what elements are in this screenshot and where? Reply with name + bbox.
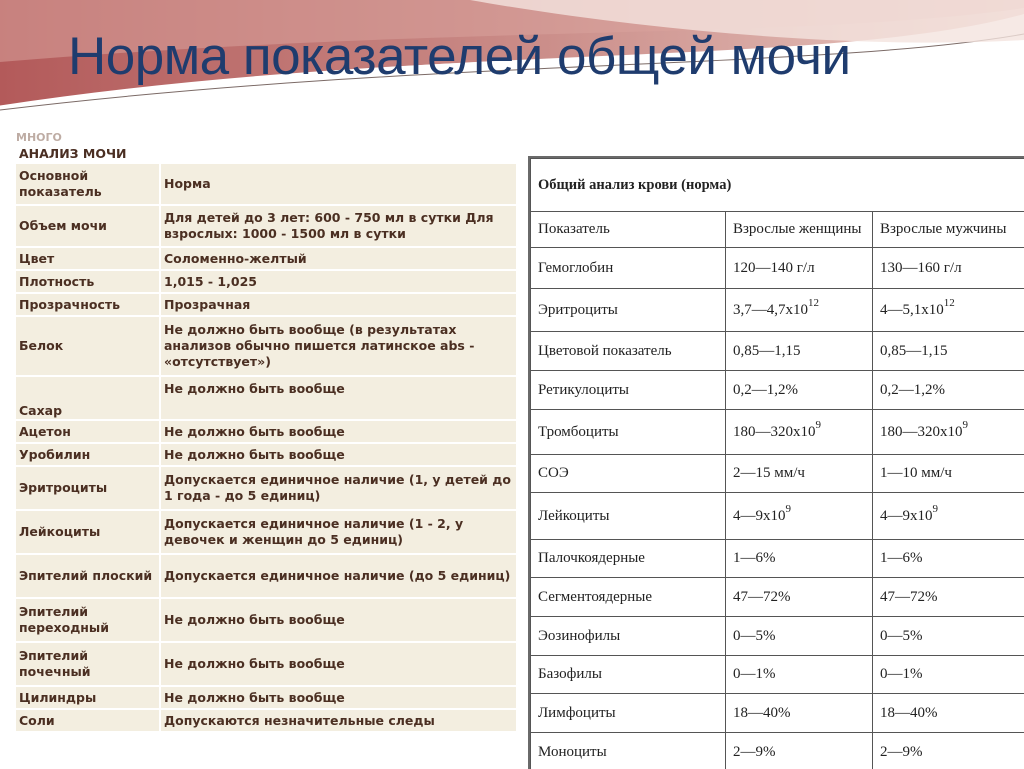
indicator-name: Уробилин bbox=[16, 444, 159, 465]
indicator-name: Белок bbox=[16, 317, 159, 375]
indicator-value: Не должно быть вообще bbox=[161, 444, 516, 465]
table-row bbox=[16, 710, 516, 731]
table-row bbox=[531, 617, 1024, 656]
women-value-cell bbox=[726, 289, 873, 332]
table-row bbox=[16, 317, 516, 375]
men-value: 18—40% bbox=[873, 694, 1024, 733]
indicator-value: 1,015 - 1,025 bbox=[161, 271, 516, 292]
indicator-name: Прозрачность bbox=[16, 294, 159, 315]
men-value: 0,85—1,15 bbox=[873, 332, 1024, 371]
women-value: 3,7—4,7х10 bbox=[733, 302, 808, 318]
indicator-name: Эпителий плоский bbox=[16, 555, 159, 597]
table-row bbox=[531, 248, 1024, 289]
men-value: 2—9% bbox=[873, 733, 1024, 769]
table-row bbox=[16, 294, 516, 315]
men-value: 1—6% bbox=[873, 540, 1024, 578]
men-exponent: 12 bbox=[944, 297, 955, 309]
faded-header: МНОГО bbox=[16, 133, 520, 145]
women-exponent: 9 bbox=[816, 419, 822, 431]
women-exponent: 12 bbox=[808, 297, 819, 309]
table-row bbox=[16, 511, 516, 553]
indicator-value: Не должно быть вообще bbox=[161, 687, 516, 708]
women-value: 180—320х10 bbox=[733, 424, 816, 440]
blood-analysis-panel bbox=[528, 156, 1024, 769]
column-header: Показатель bbox=[531, 212, 726, 248]
column-header: Взрослые мужчины bbox=[873, 212, 1024, 248]
table-row bbox=[16, 687, 516, 708]
table-row bbox=[531, 371, 1024, 410]
table-row bbox=[531, 733, 1024, 769]
table-header-row bbox=[531, 212, 1024, 248]
urine-norms-table bbox=[14, 162, 518, 733]
men-value: 0—5% bbox=[873, 617, 1024, 656]
men-value: 1—10 мм/ч bbox=[873, 455, 1024, 493]
indicator-value: Соломенно-желтый bbox=[161, 248, 516, 269]
table-row bbox=[531, 578, 1024, 617]
table-row bbox=[16, 206, 516, 246]
women-value: 18—40% bbox=[726, 694, 873, 733]
table-row bbox=[531, 540, 1024, 578]
indicator-name: Сегментоядерные bbox=[531, 578, 726, 617]
table-row bbox=[16, 643, 516, 685]
men-value-cell bbox=[873, 493, 1024, 540]
men-value-cell bbox=[873, 410, 1024, 455]
men-value: 4—9х10 bbox=[880, 508, 933, 524]
indicator-value: Допускается единичное наличие (до 5 единиц) bbox=[161, 555, 516, 597]
urine-table-heading: АНАЛИЗ МОЧИ bbox=[16, 145, 520, 162]
table-row bbox=[16, 467, 516, 509]
men-value: 180—320х10 bbox=[880, 424, 963, 440]
women-value: 0—5% bbox=[726, 617, 873, 656]
indicator-name: Эозинофилы bbox=[531, 617, 726, 656]
men-value: 0,2—1,2% bbox=[873, 371, 1024, 410]
indicator-value: Не должно быть вообще bbox=[161, 377, 516, 419]
indicator-value: Прозрачная bbox=[161, 294, 516, 315]
men-exponent: 9 bbox=[933, 503, 939, 515]
table-caption-row bbox=[531, 159, 1024, 212]
indicator-name: Цилиндры bbox=[16, 687, 159, 708]
indicator-name: Основной показатель bbox=[16, 164, 159, 204]
men-value: 4—5,1х10 bbox=[880, 302, 944, 318]
indicator-name: Эпителий почечный bbox=[16, 643, 159, 685]
indicator-value: Допускается единичное наличие (1, у детей до 1 года - до 5 единиц) bbox=[161, 467, 516, 509]
table-row bbox=[531, 289, 1024, 332]
indicator-name: Базофилы bbox=[531, 656, 726, 694]
indicator-name: Соли bbox=[16, 710, 159, 731]
indicator-name: Тромбоциты bbox=[531, 410, 726, 455]
women-value: 0,85—1,15 bbox=[726, 332, 873, 371]
table-row bbox=[531, 694, 1024, 733]
men-exponent: 9 bbox=[963, 419, 969, 431]
indicator-name: Гемоглобин bbox=[531, 248, 726, 289]
table-row bbox=[531, 455, 1024, 493]
women-value: 2—15 мм/ч bbox=[726, 455, 873, 493]
indicator-name: Цвет bbox=[16, 248, 159, 269]
indicator-name: Лимфоциты bbox=[531, 694, 726, 733]
women-value-cell bbox=[726, 410, 873, 455]
table-row bbox=[531, 656, 1024, 694]
slide-title: Норма показателей общей мочи bbox=[68, 26, 851, 87]
men-value: 47—72% bbox=[873, 578, 1024, 617]
table-row bbox=[531, 493, 1024, 540]
women-value: 0—1% bbox=[726, 656, 873, 694]
women-value: 2—9% bbox=[726, 733, 873, 769]
table-row bbox=[16, 599, 516, 641]
urine-analysis-panel bbox=[16, 133, 520, 733]
indicator-value: Не должно быть вообще bbox=[161, 421, 516, 442]
indicator-value: Для детей до 3 лет: 600 - 750 мл в сутки Для взрослых: 1000 - 1500 мл в сутки bbox=[161, 206, 516, 246]
table-row bbox=[16, 248, 516, 269]
indicator-name: Моноциты bbox=[531, 733, 726, 769]
women-value: 47—72% bbox=[726, 578, 873, 617]
women-value: 120—140 г/л bbox=[726, 248, 873, 289]
indicator-name: Объем мочи bbox=[16, 206, 159, 246]
table-row bbox=[16, 555, 516, 597]
men-value-cell bbox=[873, 289, 1024, 332]
table-row bbox=[16, 271, 516, 292]
blood-norms-table bbox=[530, 158, 1024, 769]
men-value: 0—1% bbox=[873, 656, 1024, 694]
table-row bbox=[16, 421, 516, 442]
indicator-name: Ацетон bbox=[16, 421, 159, 442]
column-header: Взрослые женщины bbox=[726, 212, 873, 248]
indicator-name: Сахар bbox=[16, 377, 159, 419]
women-value-cell bbox=[726, 493, 873, 540]
table-row bbox=[531, 410, 1024, 455]
table-row bbox=[16, 444, 516, 465]
indicator-value: Норма bbox=[161, 164, 516, 204]
indicator-name: СОЭ bbox=[531, 455, 726, 493]
table-row bbox=[16, 377, 516, 419]
women-exponent: 9 bbox=[786, 503, 792, 515]
indicator-name: Лейкоциты bbox=[16, 511, 159, 553]
indicator-value: Не должно быть вообще bbox=[161, 643, 516, 685]
table-row bbox=[531, 332, 1024, 371]
indicator-name: Эритроциты bbox=[16, 467, 159, 509]
indicator-name: Ретикулоциты bbox=[531, 371, 726, 410]
table-row bbox=[16, 164, 516, 204]
indicator-value: Не должно быть вообще (в результатах анализов обычно пишется латинское abs - «отсутствует») bbox=[161, 317, 516, 375]
women-value: 1—6% bbox=[726, 540, 873, 578]
indicator-name: Эритроциты bbox=[531, 289, 726, 332]
indicator-name: Цветовой показатель bbox=[531, 332, 726, 371]
men-value: 130—160 г/л bbox=[873, 248, 1024, 289]
indicator-name: Лейкоциты bbox=[531, 493, 726, 540]
indicator-value: Не должно быть вообще bbox=[161, 599, 516, 641]
women-value: 4—9х10 bbox=[733, 508, 786, 524]
blood-table-caption: Общий анализ крови (норма) bbox=[531, 159, 1024, 212]
indicator-name: Палочкоядерные bbox=[531, 540, 726, 578]
indicator-name: Плотность bbox=[16, 271, 159, 292]
indicator-value: Допускаются незначительные следы bbox=[161, 710, 516, 731]
indicator-name: Эпителий переходный bbox=[16, 599, 159, 641]
women-value: 0,2—1,2% bbox=[726, 371, 873, 410]
indicator-value: Допускается единичное наличие (1 - 2, у девочек и женщин до 5 единиц) bbox=[161, 511, 516, 553]
